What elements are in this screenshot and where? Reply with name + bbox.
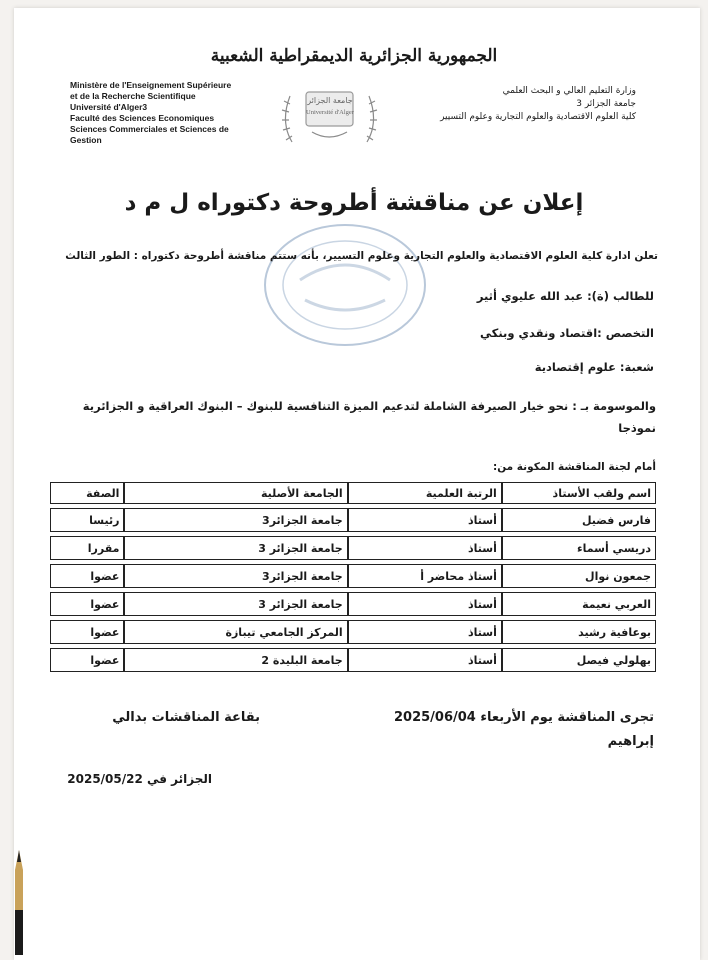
member-role: رئيسا xyxy=(50,508,124,532)
faculty-stamp-icon xyxy=(260,220,430,350)
french-ministry-block xyxy=(70,80,270,146)
col-header-university: الجامعة الأصلية xyxy=(124,482,347,504)
member-role: عضوا xyxy=(50,620,124,644)
jury-table xyxy=(50,478,656,676)
seal-text-ar: جامعة الجزائر xyxy=(307,96,353,105)
specialty: التخصص :اقتصاد ونقدي وبنكي xyxy=(480,326,654,340)
member-university: جامعة الجزائر 3 xyxy=(124,536,347,560)
member-role: عضوا xyxy=(50,592,124,616)
student-name: للطالب (ة): عبد الله عليوي أثير xyxy=(476,289,654,303)
seal-text-fr: Université d'Alger xyxy=(306,109,354,116)
ar-line: وزارة التعليم العالي و البحث العلمي xyxy=(502,86,636,96)
fr-line: et de la Recherche Scientifique xyxy=(70,91,196,101)
intro-text: تعلن ادارة كلية العلوم الاقتصادية والعلوم التجارية وعلوم التسيير، بأنه ستتم مناقشة أطروحة دكتوراه : الطور الثالث xyxy=(65,250,658,262)
table-header-row xyxy=(50,482,656,504)
fr-line: Sciences Commerciales et Sciences de xyxy=(70,124,229,134)
jury-intro: أمام لجنة المناقشة المكونة من: xyxy=(493,461,656,473)
member-role: عضوا xyxy=(50,648,124,672)
member-rank: أستاذ xyxy=(348,536,502,560)
member-rank: أستاذ xyxy=(348,648,502,672)
place-and-date: الجزائر في 2025/05/22 xyxy=(67,772,212,786)
member-name: فارس فضيل xyxy=(502,508,656,532)
member-university: جامعة الجزائر3 xyxy=(124,564,347,588)
member-university: جامعة الجزائر 3 xyxy=(124,592,347,616)
col-header-rank: الرتبة العلمية xyxy=(348,482,502,504)
col-header-name: اسم ولقب الأستاذ xyxy=(502,482,656,504)
member-name: بهلولي فيصل xyxy=(502,648,656,672)
member-name: العربي نعيمة xyxy=(502,592,656,616)
member-name: جمعون نوال xyxy=(502,564,656,588)
thesis-title-cont: نموذجا xyxy=(618,421,656,435)
announcement-title: إعلان عن مناقشة أطروحة دكتوراه ل م د xyxy=(124,190,584,216)
member-name: دريسي أسماء xyxy=(502,536,656,560)
pen-icon xyxy=(13,850,25,955)
fr-line: Université d'Alger3 xyxy=(70,102,148,112)
university-seal-icon xyxy=(272,82,387,152)
member-university: جامعة البليدة 2 xyxy=(124,648,347,672)
table-row xyxy=(50,536,656,560)
ar-line: جامعة الجزائر 3 xyxy=(576,99,636,109)
member-rank: أستاذ xyxy=(348,592,502,616)
table-row xyxy=(50,592,656,616)
republic-heading: الجمهورية الجزائرية الديمقراطية الشعبية xyxy=(210,46,498,66)
defense-hall: بقاعة المناقشات بدالي xyxy=(112,710,260,725)
member-university: جامعة الجزائر3 xyxy=(124,508,347,532)
table-row xyxy=(50,508,656,532)
branch: شعبة: علوم إقتصادية xyxy=(534,360,654,374)
member-name: بوعافية رشيد xyxy=(502,620,656,644)
table-row xyxy=(50,648,656,672)
member-university: المركز الجامعي تيبازة xyxy=(124,620,347,644)
table-row xyxy=(50,564,656,588)
member-role: مقررا xyxy=(50,536,124,560)
col-header-role: الصفة xyxy=(50,482,124,504)
member-role: عضوا xyxy=(50,564,124,588)
member-rank: أستاذ xyxy=(348,620,502,644)
fr-line: Faculté des Sciences Economiques xyxy=(70,113,215,123)
thesis-title: والموسومة بـ : نحو خيار الصيرفة الشاملة لتدعيم الميزة التنافسية للبنوك – البنوك العراقية و الجزائرية xyxy=(82,399,656,413)
arabic-ministry-block xyxy=(376,85,636,124)
fr-line: Ministère de l'Enseignement Supérieure xyxy=(70,80,232,90)
defense-hall-cont: إبراهيم xyxy=(607,734,654,749)
defense-date: تجرى المناقشة يوم الأربعاء 2025/06/04 xyxy=(393,710,654,725)
member-rank: أستاذ محاضر أ xyxy=(348,564,502,588)
member-rank: أستاذ xyxy=(348,508,502,532)
ar-line: كلية العلوم الاقتصادية والعلوم التجارية وعلوم التسيير xyxy=(440,112,636,122)
table-row xyxy=(50,620,656,644)
fr-line: Gestion xyxy=(70,135,102,145)
